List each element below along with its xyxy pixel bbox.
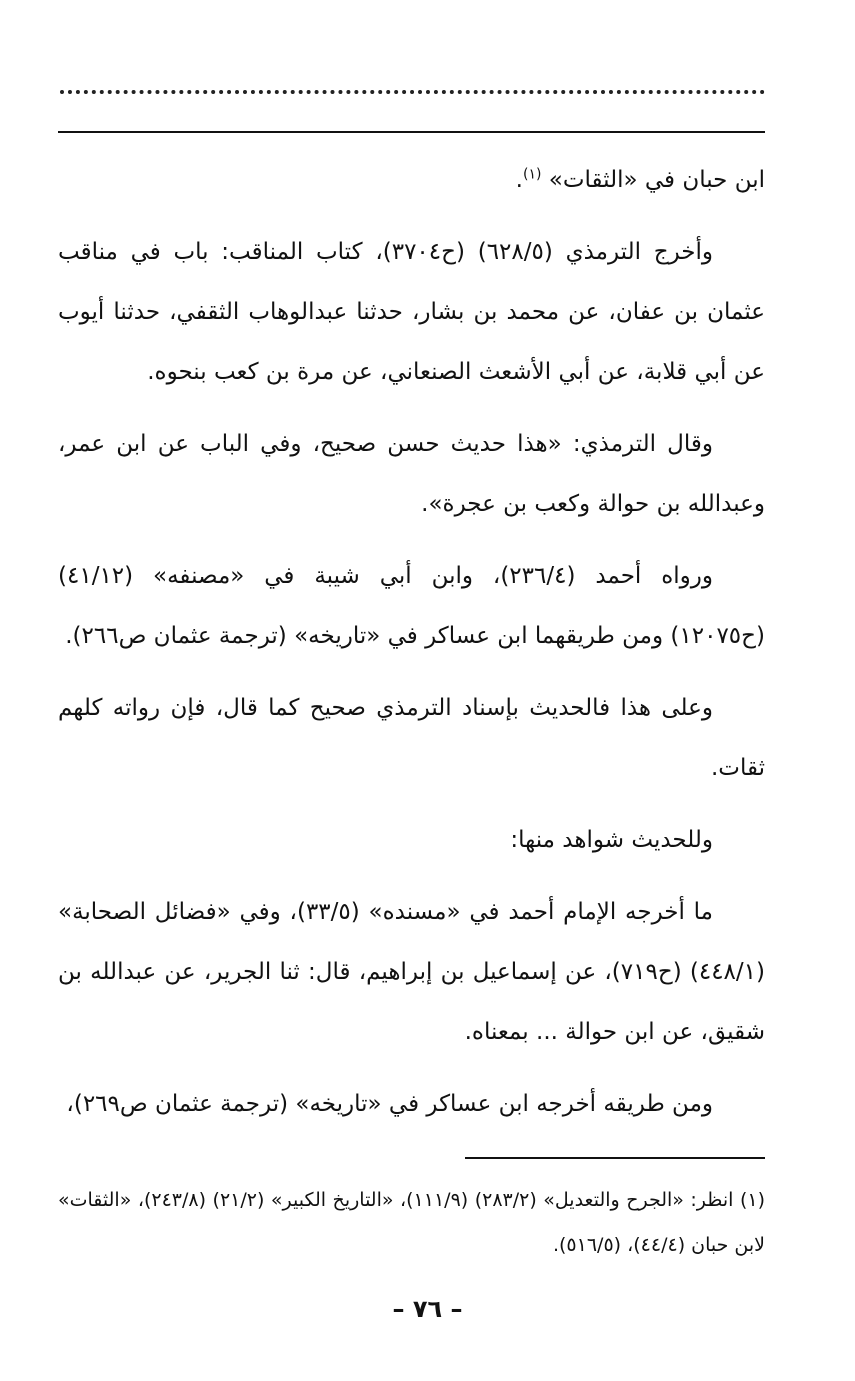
header-rule: [58, 131, 765, 133]
paragraph-8: ومن طريقه أخرجه ابن عساكر في «تاريخه» (ترجمة عثمان ص٢٦٩)،: [66, 1091, 713, 1117]
footnote-marker: (١): [522, 166, 542, 183]
paragraph-5: وعلى هذا فالحديث بإسناد الترمذي صحيح كما قال، فإن رواته كلهم ثقات.: [58, 695, 765, 781]
main-text: [58, 150, 765, 1146]
paragraph-6: وللحديث شواهد منها:: [510, 827, 713, 853]
page-number: – ٧٦ –: [392, 1295, 463, 1323]
paragraph-3: وقال الترمذي: «هذا حديث حسن صحيح، وفي الباب عن ابن عمر، وعبدالله بن حوالة وكعب بن عجرة».: [58, 431, 765, 517]
dotted-separator: [60, 90, 765, 94]
paragraph-1-text: ابن حبان في «الثقات»: [548, 167, 765, 193]
paragraph-4: ورواه أحمد (٢٣٦/٤)، وابن أبي شيبة في «مصنفه» (٤١/١٢) (ح١٢٠٧٥) ومن طريقهما ابن عساكر في «تاريخه» (ترجمة عثمان ص٢٦٦).: [58, 563, 765, 649]
paragraph-1: [58, 150, 765, 210]
footnotes: [58, 1178, 765, 1268]
paragraph-7: ما أخرجه الإمام أحمد في «مسنده» (٣٣/٥)، وفي «فضائل الصحابة» (٤٤٨/١) (ح٧١٩)، عن إسماعيل بن إبراهيم، قال: ثنا الجرير، عن عبدالله بن شقيق، عن ابن حوالة ... بمعناه.: [58, 899, 765, 1045]
footnote-rule: [465, 1157, 765, 1159]
footnote-1: (١) انظر: «الجرح والتعديل» (٢٨٣/٢) (١١١/٩)، «التاريخ الكبير» (٢١/٢) (٢٤٣/٨)، «الثقات» لابن حبان (٤٤/٤)، (٥١٦/٥).: [58, 1189, 765, 1256]
paragraph-2: وأخرج الترمذي (٦٢٨/٥) (ح٣٧٠٤)، كتاب المناقب: باب في مناقب عثمان بن عفان، عن محمد بن بشار، حدثنا عبدالوهاب الثقفي، حدثنا أيوب عن أبي قلابة، عن أبي الأشعث الصنعاني، عن مرة بن كعب بنحوه.: [58, 239, 765, 385]
paragraph-1-tail: .: [515, 167, 523, 193]
